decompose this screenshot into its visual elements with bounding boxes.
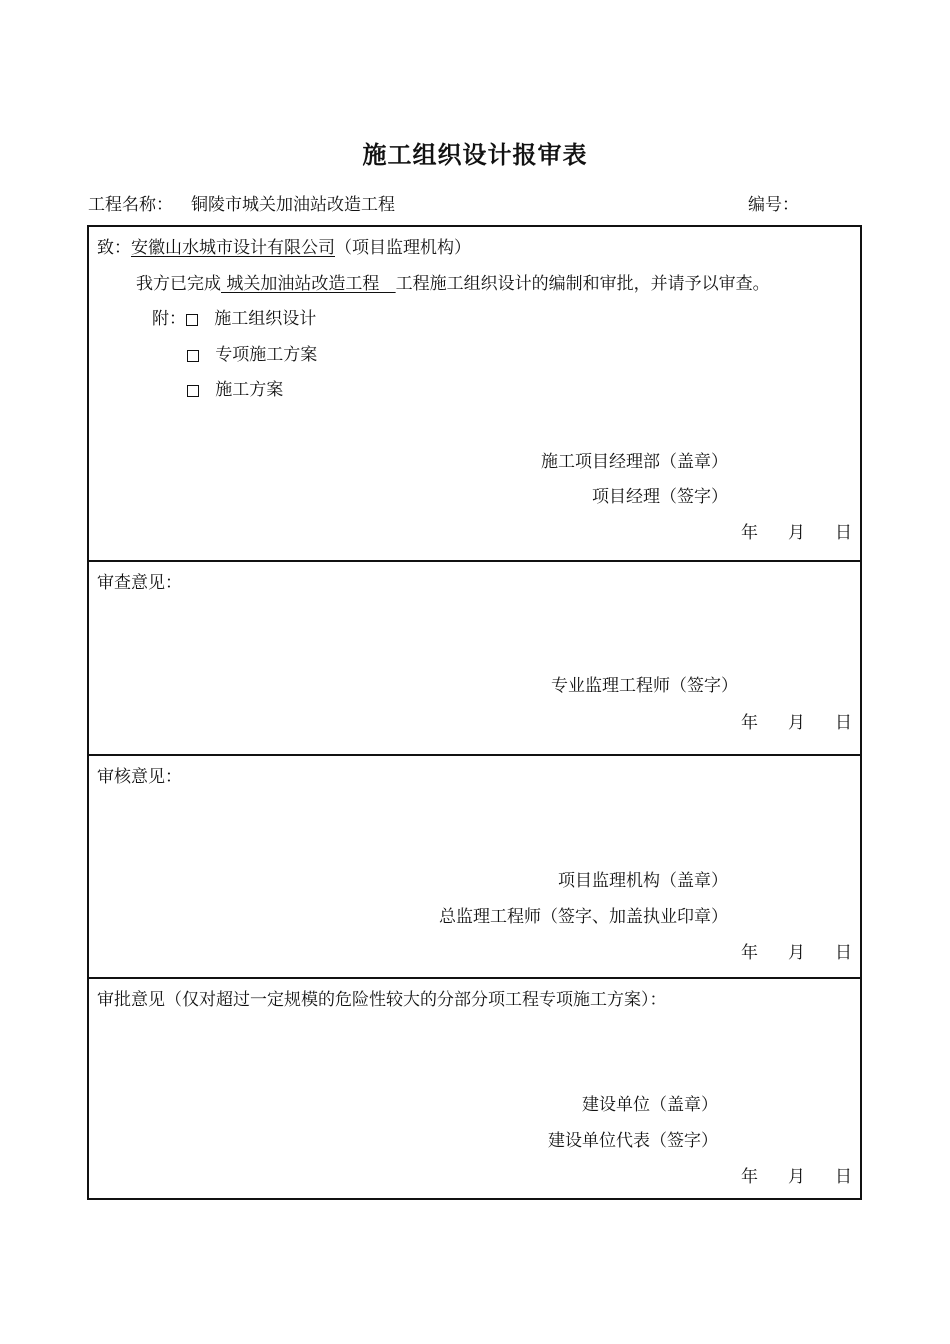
body-project: 城关加油站改造工程	[221, 274, 396, 294]
to-label: 致：	[97, 238, 131, 258]
attachment-label: 施工方案	[215, 380, 284, 400]
recipient-line	[97, 233, 471, 258]
section-heading: 审批意见（仅对超过一定规模的危险性较大的分部分项工程专项施工方案）：	[97, 990, 667, 1010]
attach-label: 附：	[152, 309, 186, 329]
body-suffix: 工程施工组织设计的编制和审批，并请予以审查。	[395, 274, 770, 294]
review-opinion-section	[89, 560, 860, 755]
signature-stamp-label: 项目监理机构（盖章）	[558, 871, 728, 891]
recipient-org: 安徽山水城市设计有限公司	[131, 238, 335, 258]
date-line: 年 月 日	[741, 523, 852, 543]
number-label: 编号：	[748, 195, 799, 215]
attachment-row-3	[187, 375, 283, 400]
signature-sign-label: 专业监理工程师（签字）	[551, 676, 738, 696]
submission-body	[136, 269, 770, 294]
page-title: 施工组织设计报审表	[362, 141, 588, 169]
checkbox-icon[interactable]	[187, 350, 199, 362]
project-name: 铜陵市城关加油站改造工程	[191, 195, 395, 215]
date-line: 年 月 日	[741, 943, 852, 963]
audit-opinion-section	[89, 754, 860, 979]
checkbox-icon[interactable]	[187, 385, 199, 397]
attachment-row-2	[187, 340, 317, 365]
body-prefix: 我方已完成	[136, 274, 221, 294]
recipient-suffix: （项目监理机构）	[335, 238, 471, 258]
checkbox-icon[interactable]	[186, 314, 198, 326]
attachment-label: 施工组织设计	[214, 309, 317, 329]
review-form-table	[87, 225, 862, 1200]
submission-section	[89, 227, 860, 562]
signature-sign-label: 建设单位代表（签字）	[548, 1131, 718, 1151]
signature-stamp-label: 建设单位（盖章）	[582, 1095, 718, 1115]
attachment-label: 专项施工方案	[215, 345, 318, 365]
date-line: 年 月 日	[741, 713, 852, 733]
attachment-row-1	[152, 304, 316, 329]
approval-opinion-section	[89, 977, 860, 1198]
section-heading: 审查意见：	[97, 573, 182, 593]
project-label: 工程名称：	[88, 195, 173, 215]
project-name-row	[88, 190, 395, 215]
section-heading: 审核意见：	[97, 767, 182, 787]
date-line: 年 月 日	[741, 1167, 852, 1187]
signature-sign-label: 项目经理（签字）	[592, 487, 728, 507]
signature-stamp-label: 施工项目经理部（盖章）	[541, 452, 728, 472]
signature-sign-label: 总监理工程师（签字、加盖执业印章）	[439, 907, 728, 927]
